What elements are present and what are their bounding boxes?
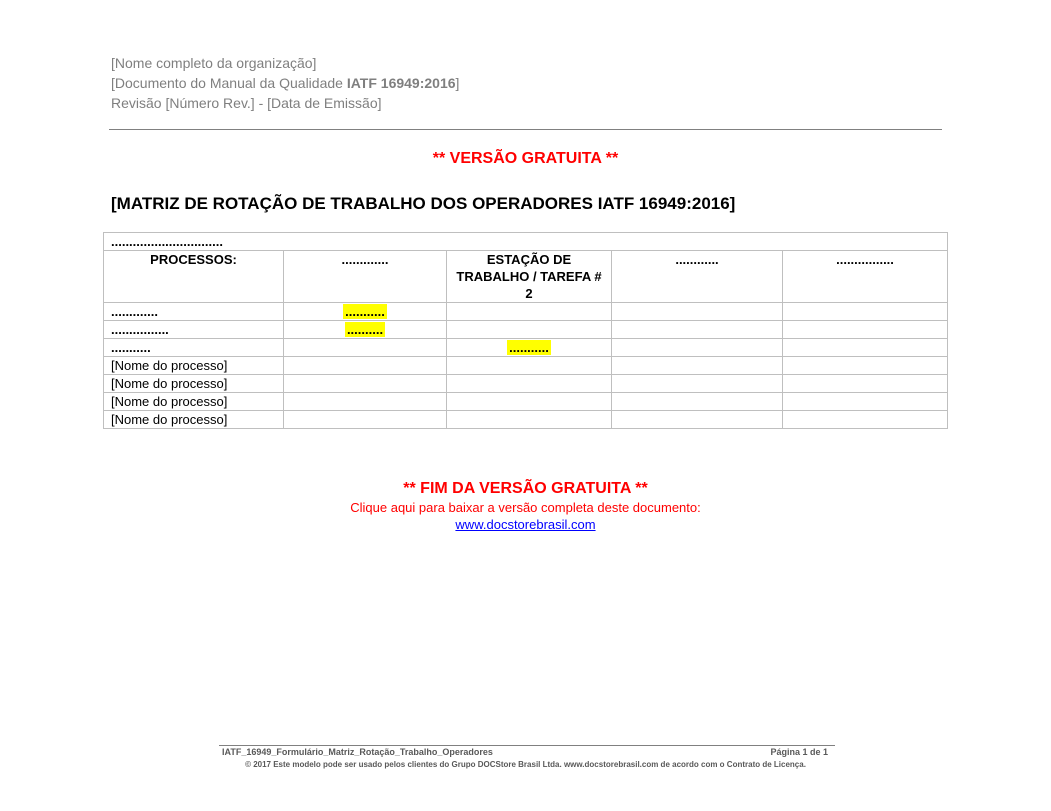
highlighted-mark: .......... — [346, 322, 384, 337]
table-header-row — [104, 251, 948, 303]
process-cell[interactable]: ................ — [104, 321, 284, 339]
table-cell[interactable] — [447, 321, 612, 339]
process-cell[interactable]: [Nome do processo] — [104, 411, 284, 429]
process-cell[interactable]: [Nome do processo] — [104, 393, 284, 411]
table-cell[interactable] — [612, 357, 783, 375]
header-cell[interactable]: ESTAÇÃO DE TRABALHO / TAREFA # 2 — [447, 251, 612, 303]
footer-page-number: Página 1 de 1 — [770, 747, 828, 757]
table-row — [104, 303, 948, 321]
header-cell[interactable]: PROCESSOS: — [104, 251, 284, 303]
table-cell[interactable] — [447, 411, 612, 429]
doc-name: [Documento do Manual da Qualidade IATF 16949:2016] — [111, 75, 460, 91]
footer-copyright: © 2017 Este modelo pode ser usado pelos clientes do Grupo DOCStore Brasil Ltda. www.docstorebrasil.com de acordo com o Contrato de Licença. — [245, 760, 806, 769]
footer-doc-name: IATF_16949_Formulário_Matriz_Rotação_Trabalho_Operadores — [222, 747, 493, 757]
table-top-cell[interactable]: ............................... — [104, 233, 948, 251]
table-cell[interactable] — [612, 321, 783, 339]
table-cell[interactable] — [612, 411, 783, 429]
table-cell[interactable] — [783, 339, 948, 357]
table-cell[interactable] — [612, 303, 783, 321]
table-cell[interactable] — [284, 303, 447, 321]
table-cell[interactable] — [612, 375, 783, 393]
table-cell[interactable] — [447, 357, 612, 375]
free-version-banner: ** VERSÃO GRATUITA ** — [432, 150, 619, 167]
process-cell[interactable]: ........... — [104, 339, 284, 357]
document-header — [111, 53, 459, 113]
highlighted-mark: ........... — [345, 304, 385, 319]
header-cell[interactable]: ............. — [284, 251, 447, 303]
table-cell[interactable] — [284, 321, 447, 339]
process-cell[interactable]: [Nome do processo] — [104, 375, 284, 393]
table-cell[interactable] — [783, 411, 948, 429]
table-cell[interactable] — [284, 357, 447, 375]
table-cell[interactable] — [783, 321, 948, 339]
end-of-free-version — [0, 479, 1051, 534]
table-cell[interactable] — [284, 393, 447, 411]
highlighted-mark: ........... — [509, 340, 549, 355]
table-cell[interactable] — [447, 393, 612, 411]
table-row — [104, 411, 948, 429]
footer — [222, 747, 828, 757]
process-cell[interactable]: [Nome do processo] — [104, 357, 284, 375]
header-cell[interactable]: ............ — [612, 251, 783, 303]
table-cell[interactable] — [284, 411, 447, 429]
table-cell[interactable] — [284, 339, 447, 357]
download-prompt[interactable]: Clique aqui para baixar a versão completa deste documento: — [350, 500, 701, 515]
table-cell[interactable] — [447, 375, 612, 393]
table-cell[interactable] — [284, 375, 447, 393]
table-cell[interactable] — [612, 339, 783, 357]
table-row — [104, 393, 948, 411]
header-cell[interactable]: ................ — [783, 251, 948, 303]
table-cell[interactable] — [447, 303, 612, 321]
table-cell[interactable] — [447, 339, 612, 357]
header-divider — [109, 129, 942, 130]
table-cell[interactable] — [783, 393, 948, 411]
footer-divider — [219, 745, 835, 746]
table-row — [104, 375, 948, 393]
table-cell[interactable] — [612, 393, 783, 411]
page-title: [MATRIZ DE ROTAÇÃO DE TRABALHO DOS OPERADORES IATF 16949:2016] — [111, 194, 736, 213]
download-link[interactable]: www.docstorebrasil.com — [455, 517, 596, 532]
process-cell[interactable]: ............. — [104, 303, 284, 321]
table-top-row — [104, 233, 948, 251]
table-cell[interactable] — [783, 375, 948, 393]
end-banner: ** FIM DA VERSÃO GRATUITA ** — [403, 480, 648, 497]
table-row — [104, 321, 948, 339]
table-cell[interactable] — [783, 357, 948, 375]
org-name: [Nome completo da organização] — [111, 55, 317, 71]
rotation-matrix-table — [103, 232, 948, 429]
table-row — [104, 357, 948, 375]
table-row — [104, 339, 948, 357]
revision-line: Revisão [Número Rev.] - [Data de Emissão] — [111, 95, 382, 111]
table-cell[interactable] — [783, 303, 948, 321]
